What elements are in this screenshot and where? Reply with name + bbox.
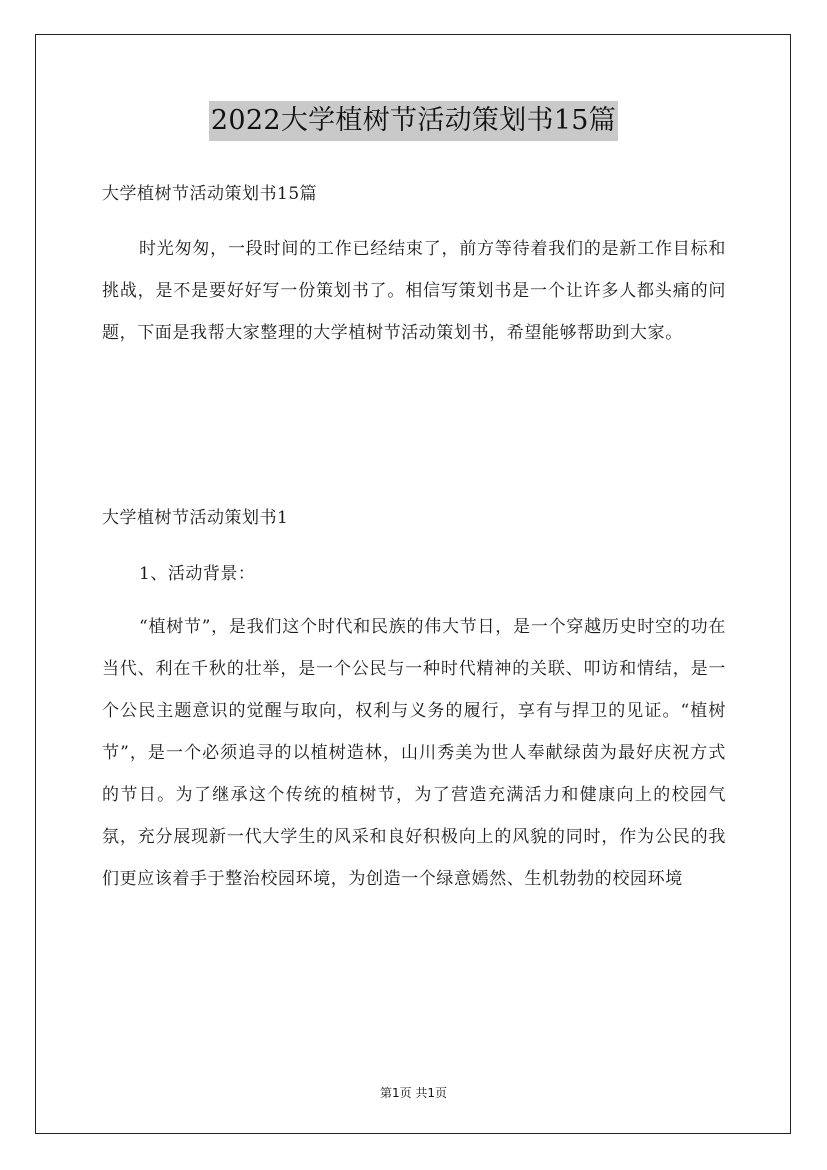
page-footer: 第1页 共1页	[379, 1086, 448, 1100]
section-heading-block	[102, 504, 726, 532]
intro-paragraph: 时光匆匆，一段时间的工作已经结束了，前方等待着我们的是新工作目标和挑战，是不是要好好写一份策划书了。相信写策划书是一个让许多人都头痛的问题，下面是我帮大家整理的大学植树节活动策划书，希望能够帮助到大家。	[102, 239, 726, 343]
subtitle-block	[102, 180, 726, 208]
section-heading: 大学植树节活动策划书1	[102, 508, 289, 528]
body-paragraph: “植树节”，是我们这个时代和民族的伟大节日，是一个穿越历史时空的功在当代、利在千秋的壮举，是一个公民与一种时代精神的关联、叩访和情结，是一个公民主题意识的觉醒与取向，权利与义务的履行，享有与捍卫的见证。“植树节”，是一个必须追寻的以植树造林，山川秀美为世人奉献绿茵为最好庆祝方式的节日。为了继承这个传统的植树节，为了营造充满活力和健康向上的校园气氛，充分展现新一代大学生的风采和良好积极向上的风貌的同时，作为公民的我们更应该着手于整治校园环境，为创造一个绿意嫣然、生机勃勃的校园环境	[102, 617, 726, 889]
document-subtitle: 大学植树节活动策划书15篇	[102, 184, 318, 204]
intro-block	[102, 228, 726, 354]
list-item-activity-background: 1、活动背景：	[139, 564, 256, 584]
item-block	[102, 560, 726, 588]
document-title: 2022大学植树节活动策划书15篇	[209, 101, 618, 141]
body-block	[102, 606, 726, 900]
title-container	[0, 101, 827, 141]
